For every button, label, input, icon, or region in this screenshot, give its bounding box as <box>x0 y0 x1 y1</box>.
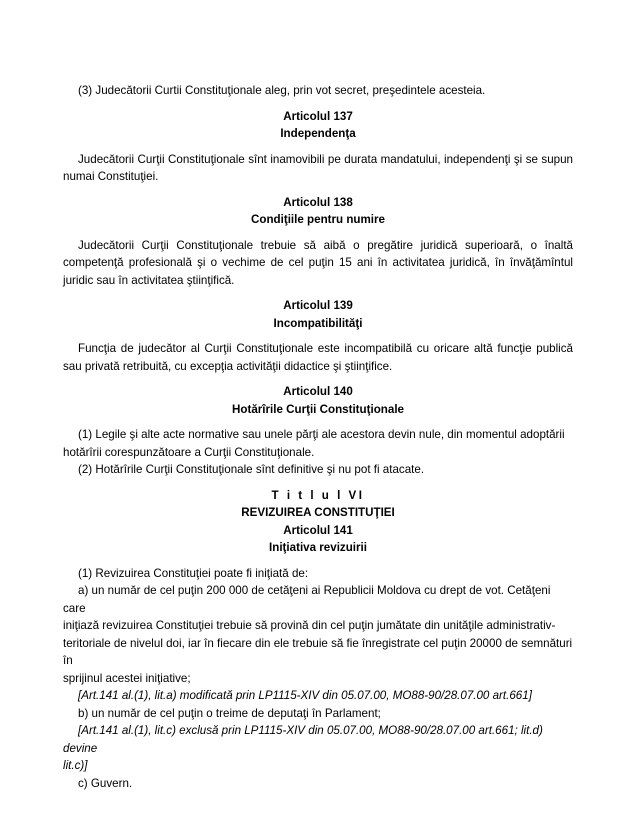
article-141-note-c-line-1: [Art.141 al.(1), lit.c) exclusă prin LP1115-XIV din 05.07.00, MO88-90/28.07.00 art.661; lit.d) devine <box>63 724 543 755</box>
article-141-item-a-line-3: teritoriale de nivelul doi, iar în fiecare din ele trebuie să fie înregistrate cel puţin 20000 de semnături în <box>63 636 573 667</box>
article-141-title: Iniţiativa revizuirii <box>269 541 367 554</box>
article-141-note-c-line-2: lit.c)] <box>63 759 88 772</box>
article-139-text: Funcţia de judecător al Curţii Constituţionale este incompatibilă cu oricare altă funcţie publică sau privată retribuită, cu excepţia activităţii didactice şi ştiinţifice. <box>63 342 573 373</box>
article-139-title: Incompatibilităţi <box>273 316 363 330</box>
article-137-text: Judecătorii Curţii Constituţionale sînt inamovibili pe durata mandatului, independenţi şi se supun numai Constituţiei. <box>63 152 573 183</box>
article-141-paragraph-1: (1) Revizuirea Constituţiei poate fi iniţiată de: <box>78 566 309 580</box>
article-138-title: Condiţiile pentru numire <box>251 213 385 226</box>
article-140-paragraph-2: (2) Hotărîrile Curţii Constituţionale sînt definitive şi nu pot fi atacate. <box>78 463 425 476</box>
article-141-item-b: b) un număr de cel puţin o treime de deputaţi în Parlament; <box>78 706 381 720</box>
article-137-title: Independenţa <box>280 127 356 140</box>
article-139-number: Articolul 139 <box>283 299 353 312</box>
article-141-item-a-line-2: iniţiază revizuirea Constituţiei trebuie să provină din cel puţin jumătate din unităţile administrativ- <box>63 619 556 632</box>
art136-paragraph-3: (3) Judecătorii Curtii Constituţionale aleg, prin vot secret, preşedintele acesteia. <box>78 84 486 97</box>
document-page <box>63 82 573 792</box>
article-138-text: Judecătorii Curţii Constituţionale trebuie să aibă o pregătire juridică superioară, o înaltă competenţă profesională şi o vechime de cel puţin 15 ani în activitatea juridică, în învăţămîntul juridic sau în activitatea ştiinţifică. <box>63 238 573 287</box>
article-140-paragraph-1-line-1: (1) Legile şi alte acte normative sau unele părţi ale acestora devin nule, din momentul adoptării <box>78 428 565 441</box>
article-141-number: Articolul 141 <box>283 523 353 537</box>
article-137-number: Articolul 137 <box>283 109 353 123</box>
article-141-item-a-line-1: a) un număr de cel puţin 200 000 de cetăţeni ai Republicii Moldova cu drept de vot. Cetăţeni care <box>63 584 551 615</box>
article-140-paragraph-1-line-2: hotărîrii corespunzătoare a Curţii Constituţionale. <box>63 445 315 459</box>
article-141-note-a: [Art.141 al.(1), lit.a) modificată prin LP1115-XIV din 05.07.00, MO88-90/28.07.00 art.661] <box>78 689 532 702</box>
article-138-number: Articolul 138 <box>283 195 353 209</box>
article-141-item-c: c) Guvern. <box>78 776 133 790</box>
article-141-item-a-line-4: sprijinul acestei iniţiative; <box>63 671 191 685</box>
title-vi-label: T i t l u l VI <box>271 488 365 502</box>
article-140-number: Articolul 140 <box>283 385 353 398</box>
article-140-title: Hotărîrile Curţii Constituţionale <box>232 402 404 416</box>
title-vi-name: REVIZUIREA CONSTITUŢIEI <box>241 506 395 519</box>
